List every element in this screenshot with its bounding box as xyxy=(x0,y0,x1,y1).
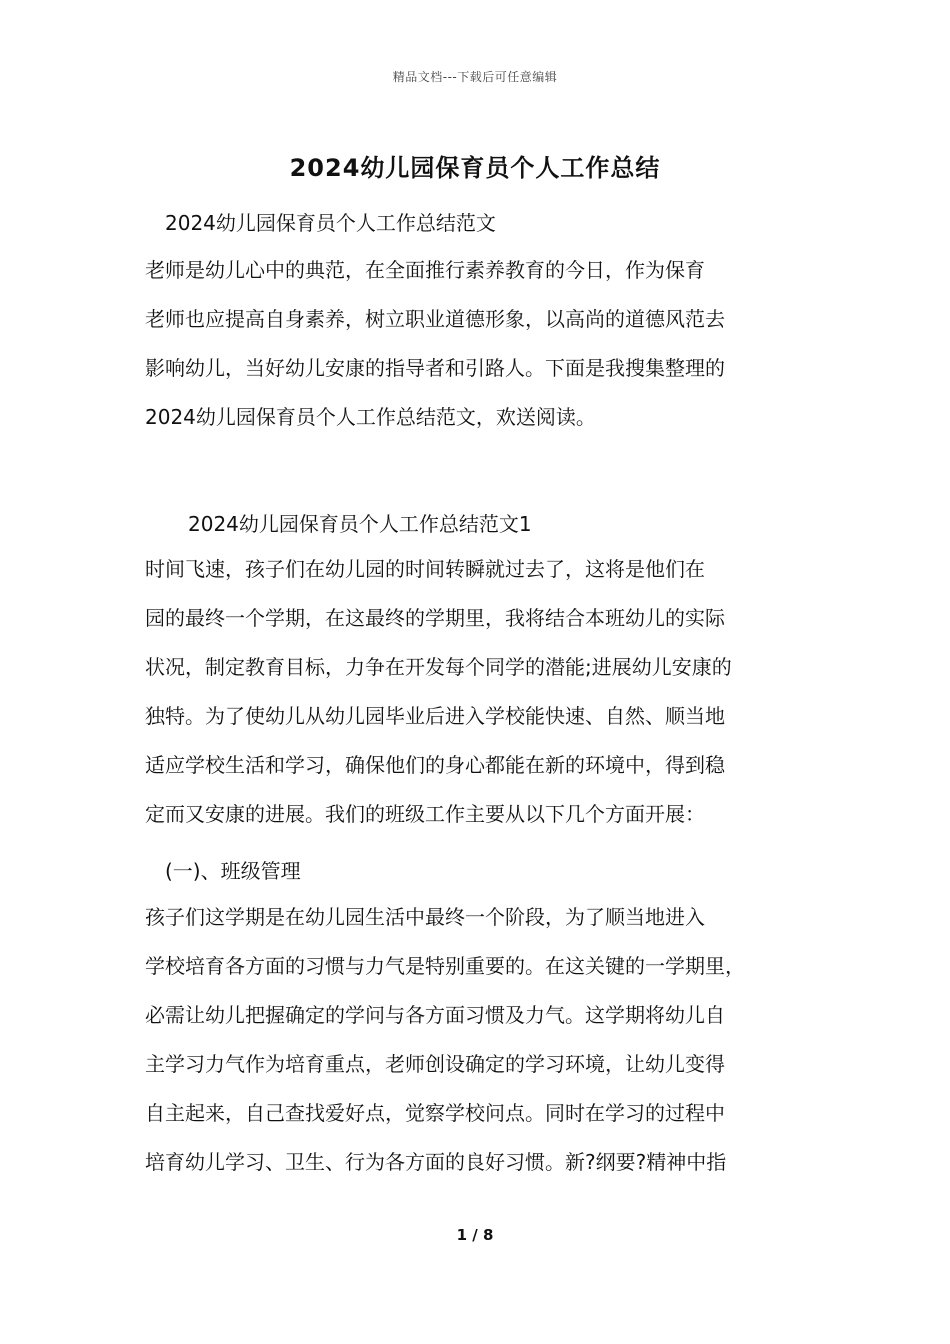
intro-paragraph xyxy=(145,246,815,442)
text-line: 老师也应提高自身素养，树立职业道德形象，以高尚的道德风范去 xyxy=(145,307,725,331)
text-line: 老师是幼儿心中的典范，在全面推行素养教育的今日，作为保育 xyxy=(145,258,705,282)
text-line: 学校培育各方面的习惯与力气是特别重要的。在这关键的一学期里， xyxy=(145,954,745,978)
text-line: 影响幼儿，当好幼儿安康的指导者和引路人。下面是我搜集整理的 xyxy=(145,356,725,380)
header-note: 精品文档---下载后可任意编辑 xyxy=(392,70,558,84)
text-line: 必需让幼儿把握确定的学问与各方面习惯及力气。这学期将幼儿自 xyxy=(145,1003,725,1027)
subsection-heading: (一)、班级管理 xyxy=(165,859,301,883)
section-paragraph xyxy=(145,545,815,839)
text-line: 2024幼儿园保育员个人工作总结范文，欢送阅读。 xyxy=(145,405,596,429)
text-line: 自主起来，自己查找爱好点，觉察学校问点。同时在学习的过程中 xyxy=(145,1101,725,1125)
text-line: 时间飞速，孩子们在幼儿园的时间转瞬就过去了，这将是他们在 xyxy=(145,557,705,581)
text-line: 定而又安康的进展。我们的班级工作主要从以下几个方面开展： xyxy=(145,802,705,826)
text-line: 状况，制定教育目标，力争在开发每个同学的潜能;进展幼儿安康的 xyxy=(145,655,732,679)
page-number: 1 / 8 xyxy=(456,1226,494,1244)
text-line: 主学习力气作为培育重点，老师创设确定的学习环境，让幼儿变得 xyxy=(145,1052,725,1076)
text-line: 适应学校生活和学习，确保他们的身心都能在新的环境中，得到稳 xyxy=(145,753,725,777)
document-title: 2024幼儿园保育员个人工作总结 xyxy=(289,154,661,182)
text-line: 培育幼儿学习、卫生、行为各方面的良好习惯。新?纲要?精神中指 xyxy=(145,1150,727,1174)
text-line: 孩子们这学期是在幼儿园生活中最终一个阶段，为了顺当地进入 xyxy=(145,905,705,929)
text-line: 园的最终一个学期，在这最终的学期里，我将结合本班幼儿的实际 xyxy=(145,606,725,630)
text-line: 独特。为了使幼儿从幼儿园毕业后进入学校能快速、自然、顺当地 xyxy=(145,704,725,728)
subsection-paragraph xyxy=(145,893,815,1187)
section-heading: 2024幼儿园保育员个人工作总结范文1 xyxy=(188,512,532,536)
document-subtitle: 2024幼儿园保育员个人工作总结范文 xyxy=(165,211,496,235)
